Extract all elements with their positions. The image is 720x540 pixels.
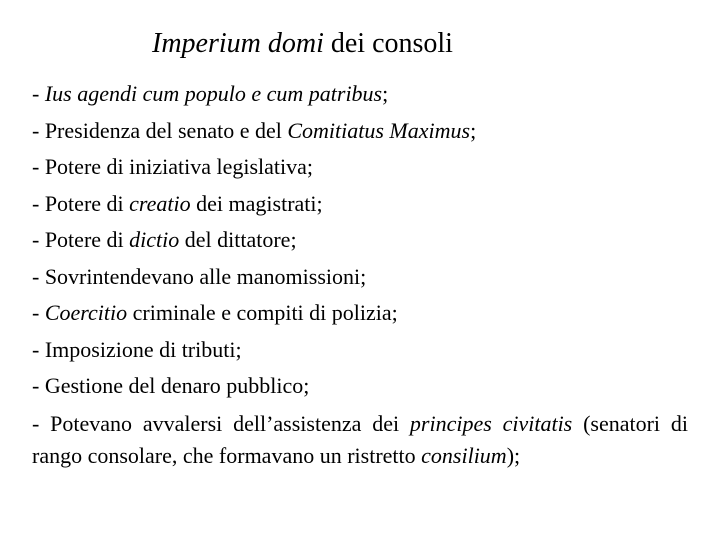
list-item-text: - Sovrintendevano alle manomissioni;: [32, 263, 367, 289]
list-item-text: ;: [382, 81, 389, 106]
list-item-text: dei magistrati;: [190, 190, 323, 216]
bullet-list: [32, 76, 688, 472]
list-item-text: ;: [470, 117, 477, 143]
list-item: [32, 149, 688, 186]
list-item: [32, 186, 688, 223]
list-item-text: - Presidenza del senato e del: [32, 117, 288, 143]
title-italic: Imperium domi: [152, 28, 324, 59]
list-item-text: consilium: [421, 442, 507, 468]
list-item-text: creatio: [129, 190, 191, 216]
list-item: [32, 222, 688, 259]
list-item-text: - Imposizione di tributi;: [32, 336, 242, 362]
list-item-text: - Potere di: [32, 227, 130, 252]
list-item: [32, 408, 688, 472]
list-item-text: Coercitio: [44, 300, 128, 325]
list-item-text: - Potere di: [32, 190, 130, 216]
list-item: [32, 368, 688, 405]
list-item-text: principes civitatis: [409, 410, 573, 436]
list-item-text: criminale e compiti di polizia;: [127, 300, 398, 325]
list-item-text: -: [32, 81, 45, 106]
list-item: [32, 113, 688, 150]
list-item-text: );: [506, 442, 521, 468]
list-item-text: dictio: [129, 227, 180, 252]
list-item-text: -: [32, 300, 45, 325]
list-item-text: - Gestione del denaro pubblico;: [32, 373, 310, 398]
list-item-text: (senatori di rango consolare, che formavano un ristretto: [32, 410, 688, 468]
title-rest: dei consoli: [323, 28, 453, 59]
list-item-text: Ius agendi cum populo e cum patribus: [44, 81, 383, 106]
list-item-text: del dittatore;: [179, 227, 297, 252]
list-item: [32, 76, 688, 113]
slide-title: [152, 24, 453, 64]
list-item: [32, 332, 688, 369]
list-item-text: - Potere di iniziativa legislativa;: [32, 154, 314, 179]
list-item-text: - Potevano avvalersi dell’assistenza dei: [32, 410, 410, 436]
list-item: [32, 295, 688, 332]
list-item-text: Comitiatus Maximus: [287, 117, 471, 143]
list-item: [32, 259, 688, 296]
